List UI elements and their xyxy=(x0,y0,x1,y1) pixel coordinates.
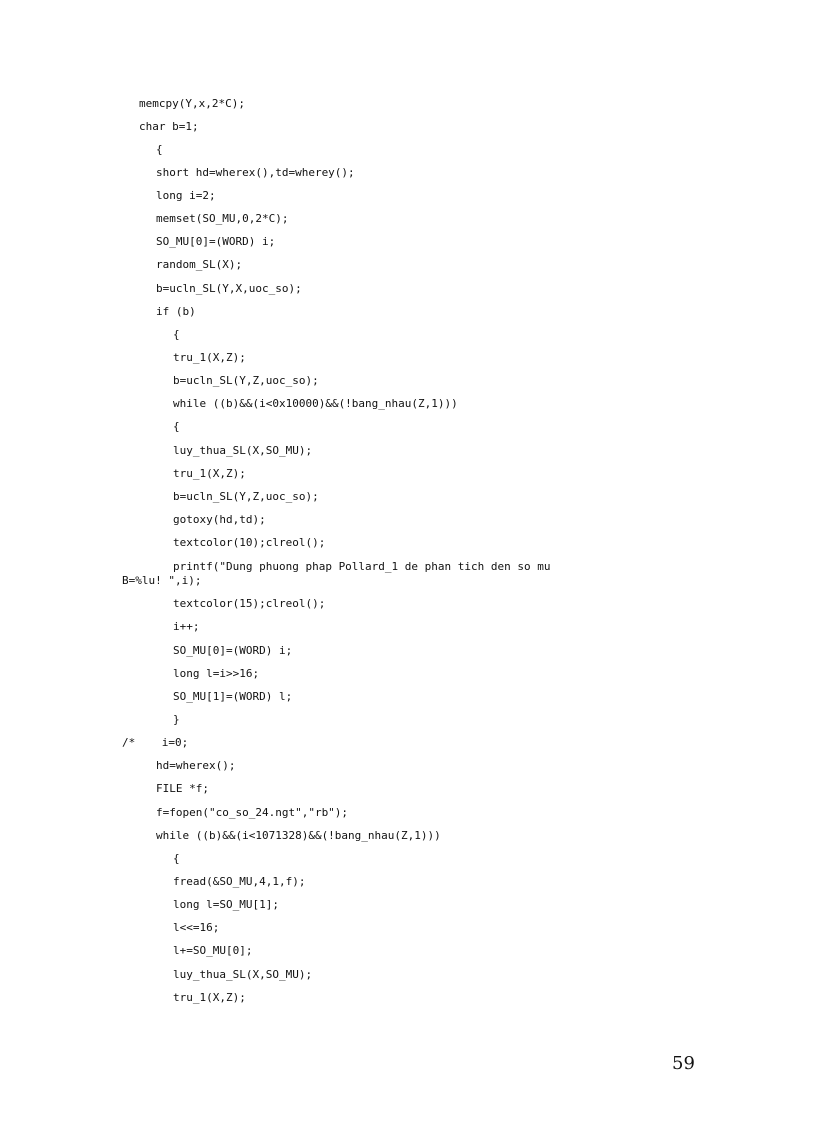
code-line: short hd=wherex(),td=wherey(); xyxy=(156,166,355,179)
code-line: { xyxy=(173,420,180,433)
code-line: random_SL(X); xyxy=(156,258,243,271)
code-line: tru_1(X,Z); xyxy=(173,467,246,480)
code-line: { xyxy=(156,143,163,156)
code-line: tru_1(X,Z); xyxy=(173,351,246,364)
code-line: } xyxy=(173,713,180,726)
code-line: luy_thua_SL(X,SO_MU); xyxy=(173,444,313,457)
code-line: tru_1(X,Z); xyxy=(173,991,246,1004)
code-line: SO_MU[0]=(WORD) i; xyxy=(173,644,293,657)
code-line: B=%lu! ",i); xyxy=(122,574,202,587)
code-line: printf("Dung phuong phap Pollard_1 de phan tich den so mu xyxy=(173,560,551,573)
code-line: SO_MU[1]=(WORD) l; xyxy=(173,690,293,703)
code-line: f=fopen("co_so_24.ngt","rb"); xyxy=(156,806,349,819)
code-line: if (b) xyxy=(156,305,196,318)
code-line: while ((b)&&(i<1071328)&&(!bang_nhau(Z,1))) xyxy=(156,829,441,842)
code-line: l+=SO_MU[0]; xyxy=(173,944,253,957)
code-line: { xyxy=(173,328,180,341)
code-line: memset(SO_MU,0,2*C); xyxy=(156,212,289,225)
code-line: luy_thua_SL(X,SO_MU); xyxy=(173,968,313,981)
code-line: memcpy(Y,x,2*C); xyxy=(139,97,245,110)
code-line: hd=wherex(); xyxy=(156,759,236,772)
code-line: l<<=16; xyxy=(173,921,220,934)
code-line: while ((b)&&(i<0x10000)&&(!bang_nhau(Z,1))) xyxy=(173,397,458,410)
code-line: b=ucln_SL(Y,X,uoc_so); xyxy=(156,282,302,295)
code-line: /* i=0; xyxy=(122,736,189,749)
code-line: long l=SO_MU[1]; xyxy=(173,898,279,911)
code-line: char b=1; xyxy=(139,120,199,133)
code-line: i++; xyxy=(173,620,200,633)
code-line: textcolor(10);clreol(); xyxy=(173,536,326,549)
code-line: SO_MU[0]=(WORD) i; xyxy=(156,235,276,248)
code-line: b=ucln_SL(Y,Z,uoc_so); xyxy=(173,374,319,387)
code-line: textcolor(15);clreol(); xyxy=(173,597,326,610)
code-line: gotoxy(hd,td); xyxy=(173,513,266,526)
code-line: { xyxy=(173,852,180,865)
code-line: FILE *f; xyxy=(156,782,209,795)
page-number: 59 xyxy=(672,1053,695,1074)
code-line: fread(&SO_MU,4,1,f); xyxy=(173,875,306,888)
code-line: long l=i>>16; xyxy=(173,667,260,680)
code-line: b=ucln_SL(Y,Z,uoc_so); xyxy=(173,490,319,503)
code-line: long i=2; xyxy=(156,189,216,202)
